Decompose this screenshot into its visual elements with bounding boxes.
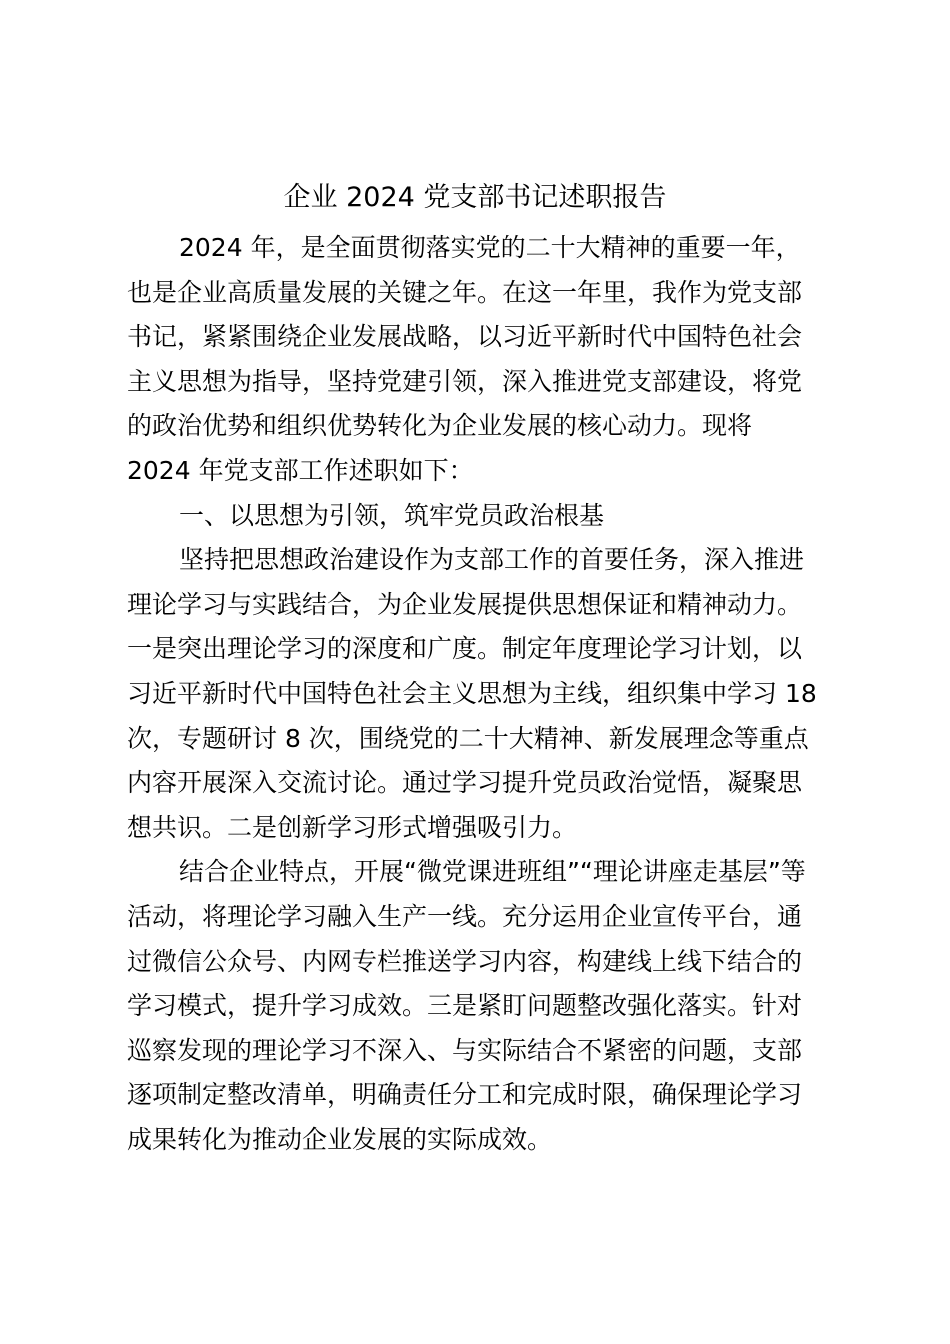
text-line: 一是突出理论学习的深度和广度。制定年度理论学习计划，以 bbox=[127, 634, 803, 664]
text-line: 成果转化为推动企业发展的实际成效。 bbox=[127, 1124, 553, 1154]
text-line: 坚持把思想政治建设作为支部工作的首要任务，深入推进 bbox=[179, 545, 805, 575]
text-line: 次，专题研讨 8 次，围绕党的二十大精神、新发展理念等重点 bbox=[127, 723, 809, 753]
text-line: 习近平新时代中国特色社会主义思想为主线，组织集中学习 18 bbox=[127, 678, 817, 708]
text-line: 的政治优势和组织优势转化为企业发展的核心动力。现将 bbox=[127, 411, 753, 441]
text-line: 2024 年党支部工作述职如下： bbox=[127, 455, 474, 485]
text-line: 主义思想为指导，坚持党建引领，深入推进党支部建设，将党 bbox=[127, 366, 803, 396]
text-line: 内容开展深入交流讨论。通过学习提升党员政治觉悟，凝聚思 bbox=[127, 768, 803, 798]
document-title: 企业 2024 党支部书记述职报告 bbox=[283, 182, 667, 213]
text-line: 活动，将理论学习融入生产一线。充分运用企业宣传平台，通 bbox=[127, 901, 803, 931]
text-line: 书记，紧紧围绕企业发展战略，以习近平新时代中国特色社会 bbox=[127, 322, 803, 352]
text-line: 巡察发现的理论学习不深入、与实际结合不紧密的问题，支部 bbox=[127, 1035, 803, 1065]
text-line: 学习模式，提升学习成效。三是紧盯问题整改强化落实。针对 bbox=[127, 991, 803, 1021]
text-line: 结合企业特点，开展“微党课进班组”“理论讲座走基层”等 bbox=[179, 857, 806, 887]
text-line: 想共识。二是创新学习形式增强吸引力。 bbox=[127, 812, 578, 842]
text-line: 2024 年，是全面贯彻落实党的二十大精神的重要一年， bbox=[179, 233, 801, 262]
text-line: 逐项制定整改清单，明确责任分工和完成时限，确保理论学习 bbox=[127, 1080, 803, 1110]
text-line: 过微信公众号、内网专栏推送学习内容，构建线上线下结合的 bbox=[127, 946, 803, 976]
text-line: 理论学习与实践结合，为企业发展提供思想保证和精神动力。 bbox=[127, 589, 803, 619]
text-line: 也是企业高质量发展的关键之年。在这一年里，我作为党支部 bbox=[127, 277, 803, 307]
text-line: 一、以思想为引领，筑牢党员政治根基 bbox=[179, 500, 605, 530]
document-body bbox=[127, 226, 827, 1162]
